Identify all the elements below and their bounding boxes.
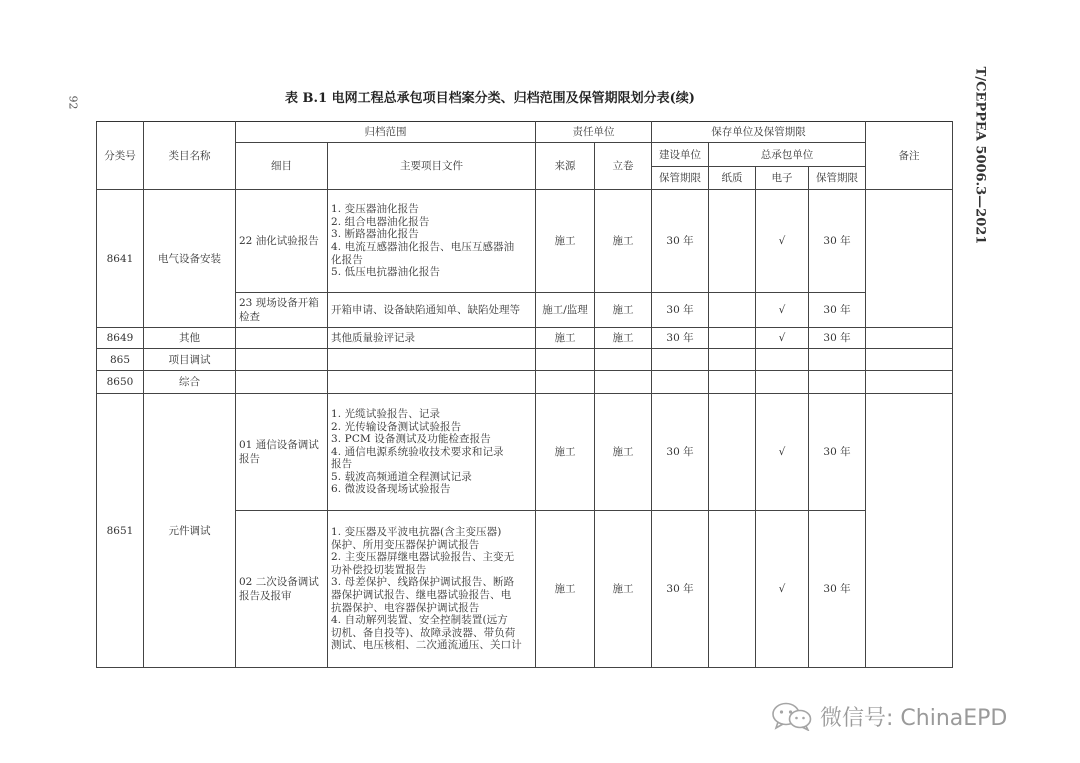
cell-name: 综合 xyxy=(144,371,236,394)
header-retention-group: 保存单位及保管期限 xyxy=(652,122,866,143)
cell-code: 8651 xyxy=(97,394,144,668)
header-item: 细目 xyxy=(236,143,328,190)
cell-electronic: √ xyxy=(756,190,809,293)
cell-source: 施工 xyxy=(536,511,595,668)
header-filing: 立卷 xyxy=(595,143,652,190)
cell-item: 01 通信设备调试报告 xyxy=(236,394,328,511)
table-row xyxy=(97,371,953,394)
cell-remarks xyxy=(866,328,953,349)
table-row xyxy=(97,190,953,293)
cell-build-period: 30 年 xyxy=(652,190,709,293)
header-electronic: 电子 xyxy=(756,167,809,190)
cell-name: 其他 xyxy=(144,328,236,349)
cell-item: 22 油化试验报告 xyxy=(236,190,328,293)
doc-line: 1. 光缆试验报告、记录 xyxy=(331,407,441,420)
table-row xyxy=(97,349,953,371)
header-construction-unit: 建设单位 xyxy=(652,143,709,167)
doc-line: 2. 组合电器油化报告 xyxy=(331,215,430,228)
header-category-no: 分类号 xyxy=(97,122,144,190)
cell-filing: 施工 xyxy=(595,190,652,293)
header-contractor-unit: 总承包单位 xyxy=(709,143,866,167)
cell-item: 23 现场设备开箱检查 xyxy=(236,293,328,328)
wechat-watermark xyxy=(770,700,1007,732)
cell-code: 8650 xyxy=(97,371,144,394)
cell-paper xyxy=(709,394,756,511)
cell-build-period: 30 年 xyxy=(652,511,709,668)
header-retention-period-2: 保管期限 xyxy=(809,167,866,190)
cell-item: 02 二次设备调试报告及报审 xyxy=(236,511,328,668)
cell-name: 元件调试 xyxy=(144,394,236,668)
cell-paper xyxy=(709,511,756,668)
cell-source: 施工/监理 xyxy=(536,293,595,328)
header-category-name: 类目名称 xyxy=(144,122,236,190)
cell-period: 30 年 xyxy=(809,328,866,349)
cell-period: 30 年 xyxy=(809,394,866,511)
table-row xyxy=(97,328,953,349)
doc-line: 5. 载波高频通道全程测试记录 xyxy=(331,470,472,483)
cell-electronic: √ xyxy=(756,328,809,349)
doc-line: 2. 主变压器屏继电器试验报告、主变无 xyxy=(331,551,515,564)
cell-docs xyxy=(328,190,536,293)
page-number: 92 xyxy=(66,95,80,110)
cell-source: 施工 xyxy=(536,394,595,511)
cell-build-period: 30 年 xyxy=(652,328,709,349)
cell-source: 施工 xyxy=(536,190,595,293)
cell-remarks xyxy=(866,190,953,328)
cell-electronic: √ xyxy=(756,293,809,328)
cell-electronic: √ xyxy=(756,511,809,668)
cell-filing: 施工 xyxy=(595,328,652,349)
doc-line: 报告 xyxy=(331,458,353,471)
header-paper: 纸质 xyxy=(709,167,756,190)
doc-line: 4. 通信电源系统验收技术要求和记录 xyxy=(331,445,504,458)
cell-paper xyxy=(709,190,756,293)
cell-build-period: 30 年 xyxy=(652,394,709,511)
cell-docs: 开箱申请、设备缺陷通知单、缺陷处理等 xyxy=(328,293,536,328)
cell-build-period: 30 年 xyxy=(652,293,709,328)
cell-code: 865 xyxy=(97,349,144,371)
cell-code: 8641 xyxy=(97,190,144,328)
cell-filing: 施工 xyxy=(595,511,652,668)
cell-item xyxy=(236,328,328,349)
doc-line: 保护、所用变压器保护调试报告 xyxy=(331,538,480,551)
cell-name: 项目调试 xyxy=(144,349,236,371)
cell-name: 电气设备安装 xyxy=(144,190,236,328)
doc-line: 3. 母差保护、线路保护调试报告、断路 xyxy=(331,576,515,589)
cell-remarks xyxy=(866,394,953,668)
cell-code: 8649 xyxy=(97,328,144,349)
cell-paper xyxy=(709,328,756,349)
doc-line: 抗器保护、电容器保护调试报告 xyxy=(331,601,480,614)
header-retention-period: 保管期限 xyxy=(652,167,709,190)
doc-line: 1. 变压器及平波电抗器(含主变压器) xyxy=(331,526,502,539)
doc-line: 化报告 xyxy=(331,253,363,266)
table-title: 表 B.1 电网工程总承包项目档案分类、归档范围及保管期限划分表(续) xyxy=(285,91,695,106)
cell-paper xyxy=(709,293,756,328)
doc-line: 1. 变压器油化报告 xyxy=(331,203,419,216)
doc-line: 3. 断路器油化报告 xyxy=(331,228,419,241)
cell-electronic: √ xyxy=(756,394,809,511)
cell-period: 30 年 xyxy=(809,293,866,328)
doc-line: 4. 电流互感器油化报告、电压互感器油 xyxy=(331,241,515,253)
doc-line: 器保护调试报告、继电器试验报告、电 xyxy=(331,589,512,601)
wechat-icon xyxy=(770,701,814,731)
table-row xyxy=(97,394,953,511)
header-responsible: 责任单位 xyxy=(536,122,652,143)
standard-code xyxy=(965,66,995,272)
doc-line: 6. 微波设备现场试验报告 xyxy=(331,483,451,496)
watermark-text: 微信号: ChinaEPD xyxy=(820,705,1008,731)
cell-filing: 施工 xyxy=(595,394,652,511)
cell-period: 30 年 xyxy=(809,190,866,293)
cell-docs xyxy=(328,394,536,511)
cell-docs: 其他质量验评记录 xyxy=(328,328,536,349)
doc-line: 2. 光传输设备测试试验报告 xyxy=(331,420,462,433)
doc-line: 切机、备自投等)、故障录波器、带负荷 xyxy=(331,626,516,639)
archive-table xyxy=(96,121,953,668)
cell-period: 30 年 xyxy=(809,511,866,668)
doc-line: 4. 自动解列装置、安全控制装置(远方 xyxy=(331,614,508,627)
header-archive-scope: 归档范围 xyxy=(236,122,536,143)
doc-line: 测试、电压核相、二次通流通压、关口计 xyxy=(331,639,522,652)
header-main-docs: 主要项目文件 xyxy=(328,143,536,190)
doc-line: 5. 低压电抗器油化报告 xyxy=(331,266,441,279)
doc-line: 3. PCM 设备测试及功能检查报告 xyxy=(331,433,491,446)
doc-line: 功补偿投切装置报告 xyxy=(331,563,427,576)
header-remarks: 备注 xyxy=(866,122,953,190)
cell-docs xyxy=(328,511,536,668)
cell-source: 施工 xyxy=(536,328,595,349)
header-source: 来源 xyxy=(536,143,595,190)
cell-filing: 施工 xyxy=(595,293,652,328)
standard-code-text: T/CEPPEA 5006.3—2021 xyxy=(972,66,988,245)
